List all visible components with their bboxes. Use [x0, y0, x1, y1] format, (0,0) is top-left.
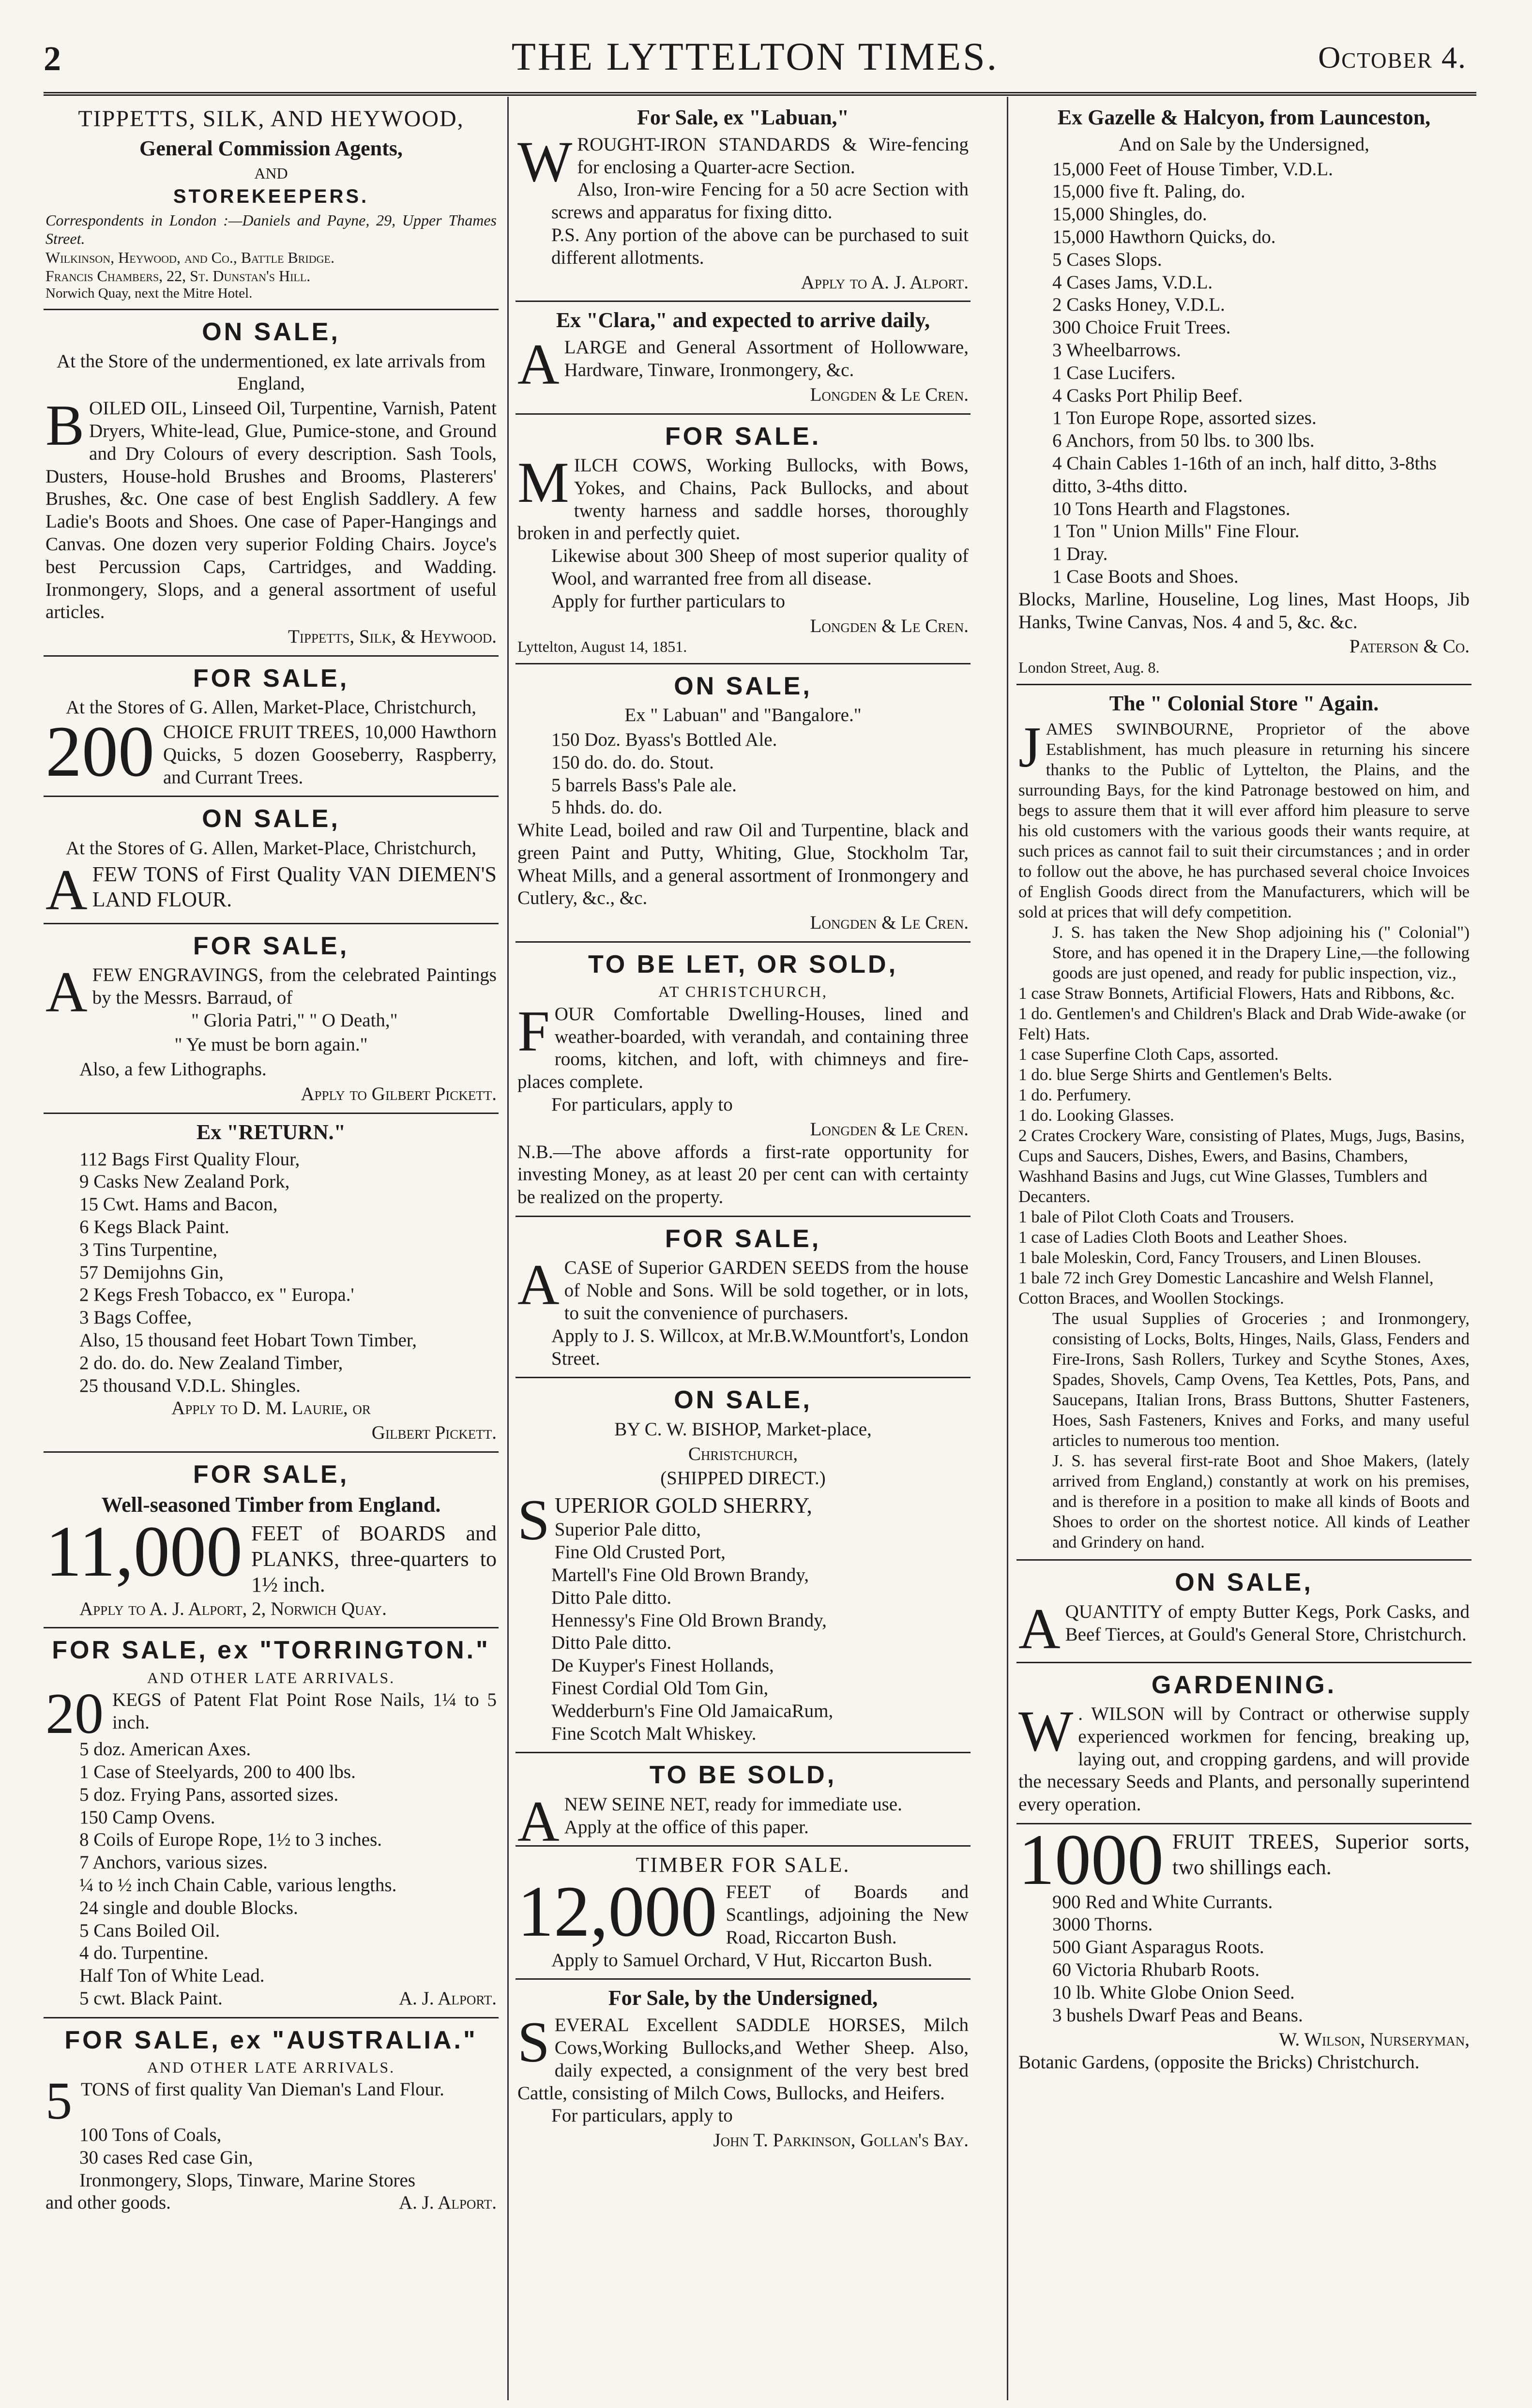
drop-cap: A [517, 332, 560, 397]
ad-heading: ON SALE, [1175, 1568, 1313, 1597]
list-item: 1 Ton " Union Mills" Fine Flour. [1052, 521, 1300, 542]
ad-subheading: STOREKEEPERS. [173, 185, 369, 207]
list-item: 300 Choice Fruit Trees. [1052, 317, 1231, 338]
ad-subheading: BY C. W. BISHOP, Market-place, [614, 1418, 872, 1440]
ad-subheading: At the Store of the undermentioned, ex late arrivals from England, [57, 350, 485, 394]
ad-heading: ON SALE, [202, 318, 340, 346]
ad-body: LARGE and General Assortment of Hollowware, Hardware, Tinware, Ironmongery, &c. [564, 337, 969, 380]
ad-heading: GARDENING. [1151, 1671, 1337, 1699]
drop-cap: A [517, 1789, 560, 1853]
ad-subheading: AND OTHER LATE ARRIVALS. [147, 2059, 395, 2077]
ad-subheading: General Commission Agents, [139, 136, 403, 160]
ad-text: Botanic Gardens, (opposite the Bricks) Christchurch. [1018, 2052, 1420, 2073]
ad-heading: TIMBER FOR SALE. [636, 1853, 850, 1877]
item-list [46, 2124, 497, 2192]
list-item-text: and other goods. [46, 2192, 171, 2213]
advertisement [516, 415, 971, 664]
ad-text: For particulars, apply to [551, 2105, 733, 2126]
ad-heading: FOR SALE, [193, 664, 349, 692]
list-item: 900 Red and White Currants. [1052, 1891, 1273, 1912]
list-item: 3 bushels Dwarf Peas and Beans. [1052, 2004, 1303, 2026]
item-list [46, 1148, 497, 1398]
advertisement [44, 797, 499, 924]
ad-signature: Longden & Le Cren. [810, 912, 969, 933]
list-item: 1 Case of Steelyards, 200 to 400 lbs. [79, 1761, 356, 1782]
list-item: 15 Cwt. Hams and Bacon, [79, 1194, 278, 1215]
ad-text: Apply at the office of this paper. [564, 1816, 809, 1837]
ad-text: " Ye must be born again." [174, 1034, 368, 1055]
list-item: 1 Ton Europe Rope, assorted sizes. [1052, 407, 1317, 429]
ad-text: J. S. has several first-rate Boot and Shoe Makers, (lately arrived from England,) constantly at work on his premises, and is therefore in a position to make all kinds of Boots and Shoes to order on the shortest notice. All kinds of Leather and Grindery on hand. [1052, 1451, 1470, 1552]
drop-cap: A [46, 857, 88, 922]
list-item: 1 Case Lucifers. [1052, 362, 1176, 383]
list-item: Also, 15 thousand feet Hobart Town Timber, [79, 1330, 417, 1351]
ad-text: P.S. Any portion of the above can be purchased to suit different allotments. [551, 224, 969, 268]
list-item: 5 Cans Boiled Oil. [79, 1920, 220, 1941]
drop-cap: W [517, 129, 573, 194]
list-item: 57 Demijohns Gin, [79, 1262, 224, 1283]
list-item: 1 do. Looking Glasses. [1018, 1106, 1174, 1125]
ad-heading: Ex "RETURN." [197, 1120, 346, 1144]
list-item: 10 Tons Hearth and Flagstones. [1052, 498, 1290, 519]
ad-body: EVERAL Excellent SADDLE HORSES, Milch Cows,Working Bullocks,and Wether Sheep. Also, daily expected, a consignment of the very best bred Cattle, consisting of Milch Cows, Bullocks, and Heifers. [517, 2015, 969, 2104]
list-item: Half Ton of White Lead. [79, 1965, 265, 1987]
list-item: 2 do. do. do. New Zealand Timber, [79, 1352, 343, 1373]
ad-body: OUR Comfortable Dwelling-Houses, lined and weather-boarded, with verandah, and containing three rooms, kitchen, and loft, with chimneys and fire-places complete. [517, 1003, 969, 1093]
advertisement [516, 99, 971, 302]
list-item: Finest Cordial Old Tom Gin, [551, 1677, 769, 1699]
ad-subheading: At the Stores of G. Allen, Market-Place, Christchurch, [65, 837, 477, 858]
drop-cap: B [46, 393, 85, 458]
ad-signature: Apply to A. J. Alport. [801, 271, 969, 293]
list-item: ¼ to ½ inch Chain Cable, various lengths. [79, 1874, 397, 1896]
ad-subheading: Christchurch, [688, 1443, 798, 1464]
list-item: 500 Giant Asparagus Roots. [1052, 1937, 1264, 1958]
list-item: 1 case Superfine Cloth Caps, assorted. [1018, 1045, 1279, 1064]
ad-signature: A. J. Alport. [399, 1987, 497, 2009]
drop-cap: F [517, 998, 550, 1063]
list-item: Wedderburn's Fine Old JamaicaRum, [551, 1700, 834, 1721]
drop-cap: W [1018, 1699, 1074, 1763]
ad-heading: ON SALE, [674, 672, 812, 700]
newspaper-title: THE LYTTELTON TIMES. [511, 34, 999, 78]
ad-subheading: AT CHRISTCHURCH, [658, 983, 828, 1001]
list-item: 1 bale of Pilot Cloth Coats and Trousers. [1018, 1207, 1294, 1227]
list-item: Martell's Fine Old Brown Brandy, [551, 1564, 809, 1585]
ad-body: ROUGHT-IRON STANDARDS & Wire-fencing for enclosing a Quarter-acre Section. [577, 134, 969, 178]
ad-heading: FOR SALE, [193, 1460, 349, 1489]
list-item: 1 Case Boots and Shoes. [1052, 566, 1239, 587]
list-item: 150 do. do. do. Stout. [551, 752, 714, 773]
ad-signature: Longden & Le Cren. [810, 384, 969, 405]
ad-text: Norwich Quay, next the Mitre Hotel. [46, 286, 253, 301]
ad-heading: FOR SALE, ex "TORRINGTON." [52, 1636, 490, 1665]
ad-subheading: At the Stores of G. Allen, Market-Place, Christchurch, [65, 697, 477, 718]
advertisement [1016, 1561, 1471, 1663]
list-item: 1 case of Ladies Cloth Boots and Leather Shoes. [1018, 1228, 1348, 1247]
ad-heading: ON SALE, [674, 1386, 812, 1415]
ad-body: AMES SWINBOURNE, Proprietor of the above Establishment, has much pleasure in returning his sincere thanks to the Public of Lyttelton, the Plains, and the surrounding Bays, for the kind Patronage bestowed on him, and begs to assure them that it will ever afford him pleasure to serve his old customers with the various goods their wants require, at such prices as cannot fail to suit their circumstances ; and in order to follow out the above, he has purchased several choice Invoices of English Goods direct from the Manufacturers, which will be sold at prices that will defy competition. [1018, 720, 1470, 922]
advertisement [44, 924, 499, 1114]
list-item-text: 5 cwt. Black Paint. [79, 1987, 223, 2009]
item-list [517, 1519, 969, 1745]
ad-body: FEET of Boards and Scantlings, adjoining the New Road, Riccarton Bush. [726, 1881, 969, 1948]
advertisement [44, 1628, 499, 2018]
list-item: 5 doz. American Axes. [79, 1739, 251, 1760]
large-numeral: 5 [46, 2071, 72, 2131]
drop-cap: S [517, 2010, 550, 2075]
list-item: 1 do. Gentlemen's and Children's Black and Drab Wide-awake (or Felt) Hats. [1018, 1004, 1466, 1044]
drop-cap: A [1018, 1596, 1061, 1661]
list-item: 2 Kegs Fresh Tobacco, ex " Europa.' [79, 1284, 354, 1306]
ad-body: QUANTITY of empty Butter Kegs, Pork Casks, and Beef Tierces, at Gould's General Store, Christchurch. [1065, 1601, 1470, 1645]
ad-signature: Paterson & Co. [1349, 636, 1470, 657]
ad-heading: For Sale, by the Undersigned, [608, 1986, 878, 2010]
ad-body: UPERIOR GOLD SHERRY, [554, 1493, 812, 1518]
ad-subheading: Ex " Labuan" and "Bangalore." [624, 705, 862, 726]
ad-text: Apply to J. S. Willcox, at Mr.B.W.Mountfort's, London Street. [551, 1325, 969, 1369]
ad-heading: FOR SALE, [193, 932, 349, 960]
ad-heading: For Sale, ex "Labuan," [637, 105, 849, 129]
column-divider [507, 97, 509, 2400]
list-item: 100 Tons of Coals, [79, 2124, 222, 2145]
advertisement [44, 310, 499, 657]
list-item: Superior Pale ditto, [554, 1519, 701, 1540]
list-item: Hennessy's Fine Old Brown Brandy, [551, 1610, 827, 1631]
list-item: 30 cases Red case Gin, [79, 2147, 253, 2168]
item-list [517, 729, 969, 819]
ad-text: Francis Chambers, 22, St. Dunstan's Hill. [46, 267, 311, 285]
ad-signature: Apply to A. J. Alport, 2, Norwich Quay. [79, 1598, 387, 1619]
ad-heading: TIPPETTS, SILK, AND HEYWOOD, [78, 106, 464, 132]
ad-text: " Gloria Patri," " O Death," [191, 1009, 398, 1031]
ad-body: . WILSON will by Contract or otherwise supply experienced workmen for fencing, breaking up, laying out, and cropping gardens, and will provide the necessary Seeds and Plants, and personally superintend every operation. [1018, 1703, 1470, 1815]
list-item: 150 Camp Ovens. [79, 1806, 215, 1828]
ad-date: London Street, Aug. 8. [1018, 659, 1160, 677]
list-item: 1 bale Moleskin, Cord, Fancy Trousers, and Linen Blouses. [1018, 1248, 1422, 1267]
header-rule [44, 92, 1476, 96]
ad-subheading: (SHIPPED DIRECT.) [660, 1468, 826, 1489]
list-item: 3 Tins Turpentine, [79, 1239, 218, 1260]
advertisement [44, 1453, 499, 1628]
advertisement [516, 1847, 971, 1980]
advertisement [516, 664, 971, 943]
ad-signature: A. J. Alport. [399, 2192, 497, 2213]
list-item: Ditto Pale ditto. [551, 1587, 672, 1608]
list-item: Ditto Pale ditto. [551, 1632, 672, 1654]
ad-heading: Ex Gazelle & Halcyon, from Launceston, [1057, 105, 1431, 129]
list-item: 8 Coils of Europe Rope, 1½ to 3 inches. [79, 1829, 382, 1851]
list-item: Ironmongery, Slops, Tinware, Marine Stores [79, 2169, 416, 2191]
list-item: 10 lb. White Globe Onion Seed. [1052, 1982, 1295, 2003]
ad-text: Also, a few Lithographs. [79, 1059, 267, 1080]
advertisement [516, 1753, 971, 1853]
ad-body: CASE of Superior GARDEN SEEDS from the house of Noble and Sons. Will be sold together, or in lots, to suit the convenience of purchasers. [564, 1257, 969, 1324]
advertisement [1016, 1663, 1471, 1824]
drop-cap: A [46, 960, 88, 1024]
list-item: 2 Crates Crockery Ware, consisting of Plates, Mugs, Jugs, Basins, Cups and Saucers, Dishes, Ewers, and Basins, Chambers, Washhand Basins and Jugs, cut Wine Glasses, Tumblers and Decanters. [1018, 1126, 1465, 1206]
list-item: 25 thousand V.D.L. Shingles. [79, 1375, 301, 1396]
advertisement [44, 657, 499, 798]
list-item: 1 Dray. [1052, 543, 1108, 565]
ad-text: AND [254, 165, 288, 182]
ad-heading: FOR SALE. [665, 422, 821, 451]
list-item [79, 1987, 497, 2010]
list-item: 3000 Thorns. [1052, 1914, 1153, 1935]
ad-body: OILED OIL, Linseed Oil, Turpentine, Varnish, Patent Dryers, White-lead, Glue, Pumice-stone, and Ground and Dry Colours of every description. Sash Tools, Dusters, House-hold Brushes and Brooms, Plasterers' Brushes, &c. One case of best English Saddlery. A few Ladie's Boots and Shoes. One case of Paper-Hangings and Canvas. One dozen very superior Folding Chairs. Joyce's best Percussion Caps, Cartridges, and Wadding. Ironmongery, Slops, and a general assortment of useful articles. [46, 398, 497, 623]
column-3 [1016, 99, 1471, 2393]
advertisement [44, 1114, 499, 1453]
ad-subheading: And on Sale by the Undersigned, [1119, 134, 1369, 155]
ad-signature: Longden & Le Cren. [810, 615, 969, 636]
large-numeral: 20 [46, 1681, 104, 1746]
column-1 [44, 99, 499, 2393]
ad-body: NEW SEINE NET, ready for immediate use. [564, 1793, 902, 1815]
list-item: 5 Cases Slops. [1052, 249, 1162, 270]
drop-cap: J [1018, 715, 1041, 780]
list-item: 4 Chain Cables 1-16th of an inch, half ditto, 3-8ths ditto, 3-4ths ditto. [1052, 452, 1437, 497]
column-2 [516, 99, 971, 2393]
ad-text: Likewise about 300 Sheep of most superior quality of Wool, and warranted free from all disease. [551, 545, 969, 589]
list-item: 4 do. Turpentine. [79, 1942, 209, 1964]
ad-text: Correspondents in London :—Daniels and Payne, 29, Upper Thames Street. [46, 211, 497, 248]
ad-body: FRUIT TREES, Superior sorts, two shillings each. [1172, 1830, 1470, 1879]
ad-heading: FOR SALE, [665, 1225, 821, 1253]
ad-signature: W. Wilson, Nurseryman, [1279, 2029, 1470, 2050]
advertisement [516, 1980, 971, 2159]
drop-cap: M [517, 450, 569, 514]
page-number: 2 [44, 39, 61, 78]
ad-body: FEW ENGRAVINGS, from the celebrated Paintings by the Messrs. Barraud, of [92, 964, 497, 1008]
advertisement [516, 943, 971, 1217]
advertisement [516, 1217, 971, 1378]
list-item: 4 Casks Port Philip Beef. [1052, 385, 1243, 406]
list-item: 2 Casks Honey, V.D.L. [1052, 294, 1225, 316]
list-item: 150 Doz. Byass's Bottled Ale. [551, 729, 777, 750]
drop-cap: A [517, 1252, 560, 1317]
list-item: 1 case Straw Bonnets, Artificial Flowers, Hats and Ribbons, &c. [1018, 984, 1455, 1003]
ad-heading: Ex "Clara," and expected to arrive daily, [556, 308, 930, 332]
ad-text: Also, Iron-wire Fencing for a 50 acre Section with screws and apparatus for fixing ditto. [551, 179, 969, 223]
large-numeral: 200 [46, 711, 154, 792]
ad-text: Apply to Samuel Orchard, V Hut, Riccarton Bush. [551, 1949, 933, 1971]
ad-body: FEET of BOARDS and PLANKS, three-quarters to 1½ inch. [251, 1521, 497, 1596]
list-item: 5 doz. Frying Pans, assorted sizes. [79, 1784, 339, 1805]
list-item [46, 2192, 497, 2214]
ad-text: Wilkinson, Heywood, and Co., Battle Bridge. [46, 248, 334, 266]
advertisement [44, 99, 499, 310]
list-item: 4 Cases Jams, V.D.L. [1052, 271, 1213, 293]
ad-body: Blocks, Marline, Houseline, Log lines, Mast Hoops, Jib Hanks, Twine Canvas, Nos. 4 and 5, &c. &c. [1018, 588, 1470, 632]
list-item: 6 Kegs Black Paint. [79, 1217, 229, 1238]
list-item: 3 Bags Coffee, [79, 1307, 192, 1328]
large-numeral: 1000 [1018, 1820, 1164, 1900]
ad-body: KEGS of Patent Flat Point Rose Nails, 1¼ to 5 inch. [112, 1689, 497, 1733]
list-item: De Kuyper's Finest Hollands, [551, 1655, 774, 1676]
list-item: Fine Old Crusted Port, [554, 1542, 726, 1563]
ad-body: White Lead, boiled and raw Oil and Turpentine, black and green Paint and Putty, Whiting, Glue, Stockholm Tar, Wheat Mills, and a general assortment of Ironmongery and Cutlery, &c., &c. [517, 820, 969, 909]
ad-signature: Longden & Le Cren. [810, 1118, 969, 1140]
ad-signature: John T. Parkinson, Gollan's Bay. [713, 2130, 969, 2151]
item-list [1018, 983, 1470, 1309]
advertisement [1016, 1820, 1471, 2081]
list-item: 1 bale 72 inch Grey Domestic Lancashire and Welsh Flannel, Cotton Braces, and Woollen Stockings. [1018, 1268, 1434, 1308]
large-numeral: 11,000 [46, 1511, 243, 1592]
ad-body: ILCH COWS, Working Bullocks, with Bows, Yokes, and Chains, Pack Bullocks, and about twenty harness and saddle horses, thoroughly broken in and perfectly quiet. [517, 454, 969, 544]
issue-date: October 4. [1318, 40, 1467, 75]
ad-text: Apply for further particulars to [551, 590, 786, 612]
ad-signature: Apply to D. M. Laurie, or [171, 1398, 371, 1419]
list-item: 1 do. Perfumery. [1018, 1085, 1131, 1105]
list-item: 3 Wheelbarrows. [1052, 339, 1181, 361]
ad-date: Lyttelton, August 14, 1851. [517, 638, 687, 656]
large-numeral: 12,000 [517, 1871, 717, 1952]
ad-body: TONS of first quality Van Dieman's Land Flour. [81, 2079, 444, 2100]
list-item: 60 Victoria Rhubarb Roots. [1052, 1959, 1260, 1980]
advertisement [1016, 99, 1471, 685]
masthead [44, 34, 1467, 87]
list-item: 6 Anchors, from 50 lbs. to 300 lbs. [1052, 430, 1315, 452]
column-divider [1007, 97, 1008, 2400]
ad-text: The usual Supplies of Groceries ; and Ironmongery, consisting of Locks, Bolts, Hinges, Nails, Glass, Fenders and Fire-Irons, Sash Rollers, Turkey and Scythe Stones, Axes, Spades, Shovels, Camp Ovens, Tea Kettles, Pots, Pans, and Saucepans, Italian Irons, Brass Buttons, Shutter Fasteners, Hoes, Sash Fasteners, Knives and Forks, and many useful articles to numerous too mention. [1052, 1309, 1470, 1450]
list-item: 9 Casks New Zealand Pork, [79, 1171, 290, 1192]
ad-subheading: AND OTHER LATE ARRIVALS. [147, 1669, 395, 1686]
drop-cap: S [517, 1488, 550, 1552]
list-item: 15,000 Hawthorn Quicks, do. [1052, 226, 1276, 247]
ad-text: For particulars, apply to [551, 1094, 733, 1115]
ad-signature: Gilbert Pickett. [371, 1422, 497, 1444]
list-item: 5 hhds. do. do. [551, 797, 663, 818]
ad-body: FEW TONS of First Quality VAN DIEMEN'S LAND FLOUR. [92, 862, 497, 912]
list-item: 5 barrels Bass's Pale ale. [551, 774, 737, 796]
list-item: 15,000 five ft. Paling, do. [1052, 181, 1245, 202]
ad-text: N.B.—The above affords a first-rate opportunity for investing Money, as at least 20 per cent can with certainty be realized on the property. [517, 1141, 969, 1208]
advertisement [516, 1378, 971, 1753]
ad-heading: ON SALE, [202, 805, 340, 833]
list-item: 15,000 Shingles, do. [1052, 204, 1207, 225]
ad-signature: Apply to Gilbert Pickett. [301, 1084, 497, 1105]
list-item: 112 Bags First Quality Flour, [79, 1148, 300, 1170]
ad-heading: TO BE LET, OR SOLD, [588, 950, 898, 979]
item-list [1018, 1891, 1470, 2027]
item-list [1018, 158, 1470, 588]
ad-heading: The " Colonial Store " Again. [1109, 691, 1379, 715]
list-item: 24 single and double Blocks. [79, 1897, 298, 1918]
item-list [46, 1738, 497, 2010]
list-item: 15,000 Feet of House Timber, V.D.L. [1052, 158, 1333, 180]
ad-text: J. S. has taken the New Shop adjoining his (" Colonial") Store, and has opened it in the Drapery Line,—the following goods are just opened, and ready for public inspection, viz., [1052, 923, 1470, 983]
ad-subheading: Well-seasoned Timber from England. [101, 1493, 441, 1517]
advertisement [1016, 685, 1471, 1561]
advertisement [516, 302, 971, 414]
ad-heading: TO BE SOLD, [649, 1761, 837, 1790]
list-item: 7 Anchors, various sizes. [79, 1852, 268, 1873]
ad-body: CHOICE FRUIT TREES, 10,000 Hawthorn Quicks, 5 dozen Gooseberry, Raspberry, and Currant Trees. [163, 722, 497, 788]
ad-heading: FOR SALE, ex "AUSTRALIA." [64, 2026, 478, 2054]
list-item: Fine Scotch Malt Whiskey. [551, 1723, 757, 1744]
advertisement [44, 2018, 499, 2221]
list-item: 1 do. blue Serge Shirts and Gentlemen's Belts. [1018, 1065, 1333, 1084]
ad-signature: Tippetts, Silk, & Heywood. [288, 626, 497, 647]
